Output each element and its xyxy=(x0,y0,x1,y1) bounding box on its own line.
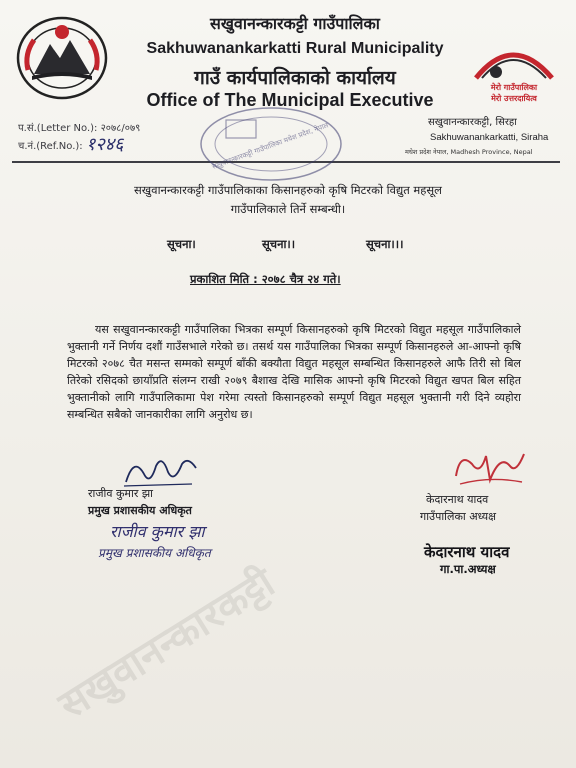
publish-date: प्रकाशित मिति : २०७८ चैत्र २४ गते। xyxy=(190,272,341,286)
notice-heading-1: सूचना। xyxy=(167,237,196,251)
address-nepali: सखुवानन्कारकट्टी, सिरहा xyxy=(428,117,517,128)
address-province: मधेश प्रदेश नेपाल, Madhesh Province, Nepal xyxy=(405,148,533,156)
letter-number: प.सं.(Letter No.): २०७८/०७९ xyxy=(18,123,141,134)
office-seal-stamp xyxy=(196,104,346,184)
municipality-name-nepali: सखुवानन्कारकट्टी गाउँपालिका xyxy=(210,14,380,33)
notice-heading-3: सूचना।।। xyxy=(366,237,404,251)
right-title-stamp: गा.पा.अध्यक्ष xyxy=(440,562,496,576)
notice-subject: सखुवानन्कारकट्टी गाउँपालिकाका किसानहरुको कृषि मिटरको विद्युत महसूल गाउँपालिकाले तिर्ने सम्बन्धी। xyxy=(134,183,442,216)
reference-number-handwritten: १२४६ xyxy=(86,134,124,155)
left-signatory-name: राजीव कुमार झा xyxy=(88,487,154,500)
logo-slogan-line-1: मेरो गाउँपालिका xyxy=(490,83,538,92)
notice-heading-2: सूचना।। xyxy=(262,237,296,251)
right-signature-scrawl xyxy=(450,446,530,490)
logo-slogan-line-2: मेरो उत्तरदायित्व xyxy=(491,94,537,103)
municipality-name-english: Sakhuwanankarkatti Rural Municipality xyxy=(146,40,444,57)
office-name-english: Office of The Municipal Executive xyxy=(146,90,434,110)
right-name-stamp: केदारनाथ यादव xyxy=(424,543,510,561)
notice-body-paragraph: यस सखुवानन्कारकट्टी गाउँपालिका भित्रका सम्पूर्ण किसानहरुको कृषि मिटरको विद्युत महसूल गाउँपालिकाले भुक्तानी गर्ने निर्णय दशौं गाउँसभाले गरेको छ। तसर्थ यस गाउँपालिका भित्रका सम्पूर्ण किसानहरुले आ-आफ्नो कृषि मिटरको २०७८ चैत मसन्त सम्मको सम्पूर्ण बाँकी बक्यौता विद्युत महसूल सम्बन्धित किसानहरुले आफै तिरी सो बिल तिरेको रसिदको छायाँप्रति संलग्न राखी २०७९ बैशाख देखि मासिक आफ्नो कृषि मिटरको विद्युत खपत बिल सहित भुक्तानीको लागि गाउँपालिकामा पेश गरेमा त्यस्तो किसानहरुको सम्पूर्ण विद्युत महसूल भुक्तानी गरी दिने व्यहोरा सम्बन्धित सबैको जानकारीका लागि अनुरोध छ। xyxy=(67,323,521,421)
slogan-logo xyxy=(468,38,558,110)
reference-number-label: च.नं.(Ref.No.): xyxy=(18,141,83,152)
office-name-nepali: गाउँ कार्यपालिकाको कार्यालय xyxy=(194,67,396,89)
notice-body xyxy=(67,321,521,423)
address-english: Sakhuwanankarkatti, Siraha xyxy=(430,132,549,143)
right-signatory-title: गाउँपालिका अध्यक्ष xyxy=(420,510,497,523)
right-signatory-name: केदारनाथ यादव xyxy=(426,493,489,506)
left-signatory-title: प्रमुख प्रशासकीय अधिकृत xyxy=(88,504,192,517)
municipality-emblem-logo xyxy=(14,14,110,100)
seal-text: सखुवानन्कारकट्टी गाउँपालिका मधेश प्रदेश, नेपाल xyxy=(211,121,330,171)
left-name-stamp: राजीव कुमार झा xyxy=(110,522,205,541)
left-title-stamp: प्रमुख प्रशासकीय अधिकृत xyxy=(98,546,211,560)
watermark-text: सखुवानन्कारकट्टी xyxy=(50,559,283,729)
